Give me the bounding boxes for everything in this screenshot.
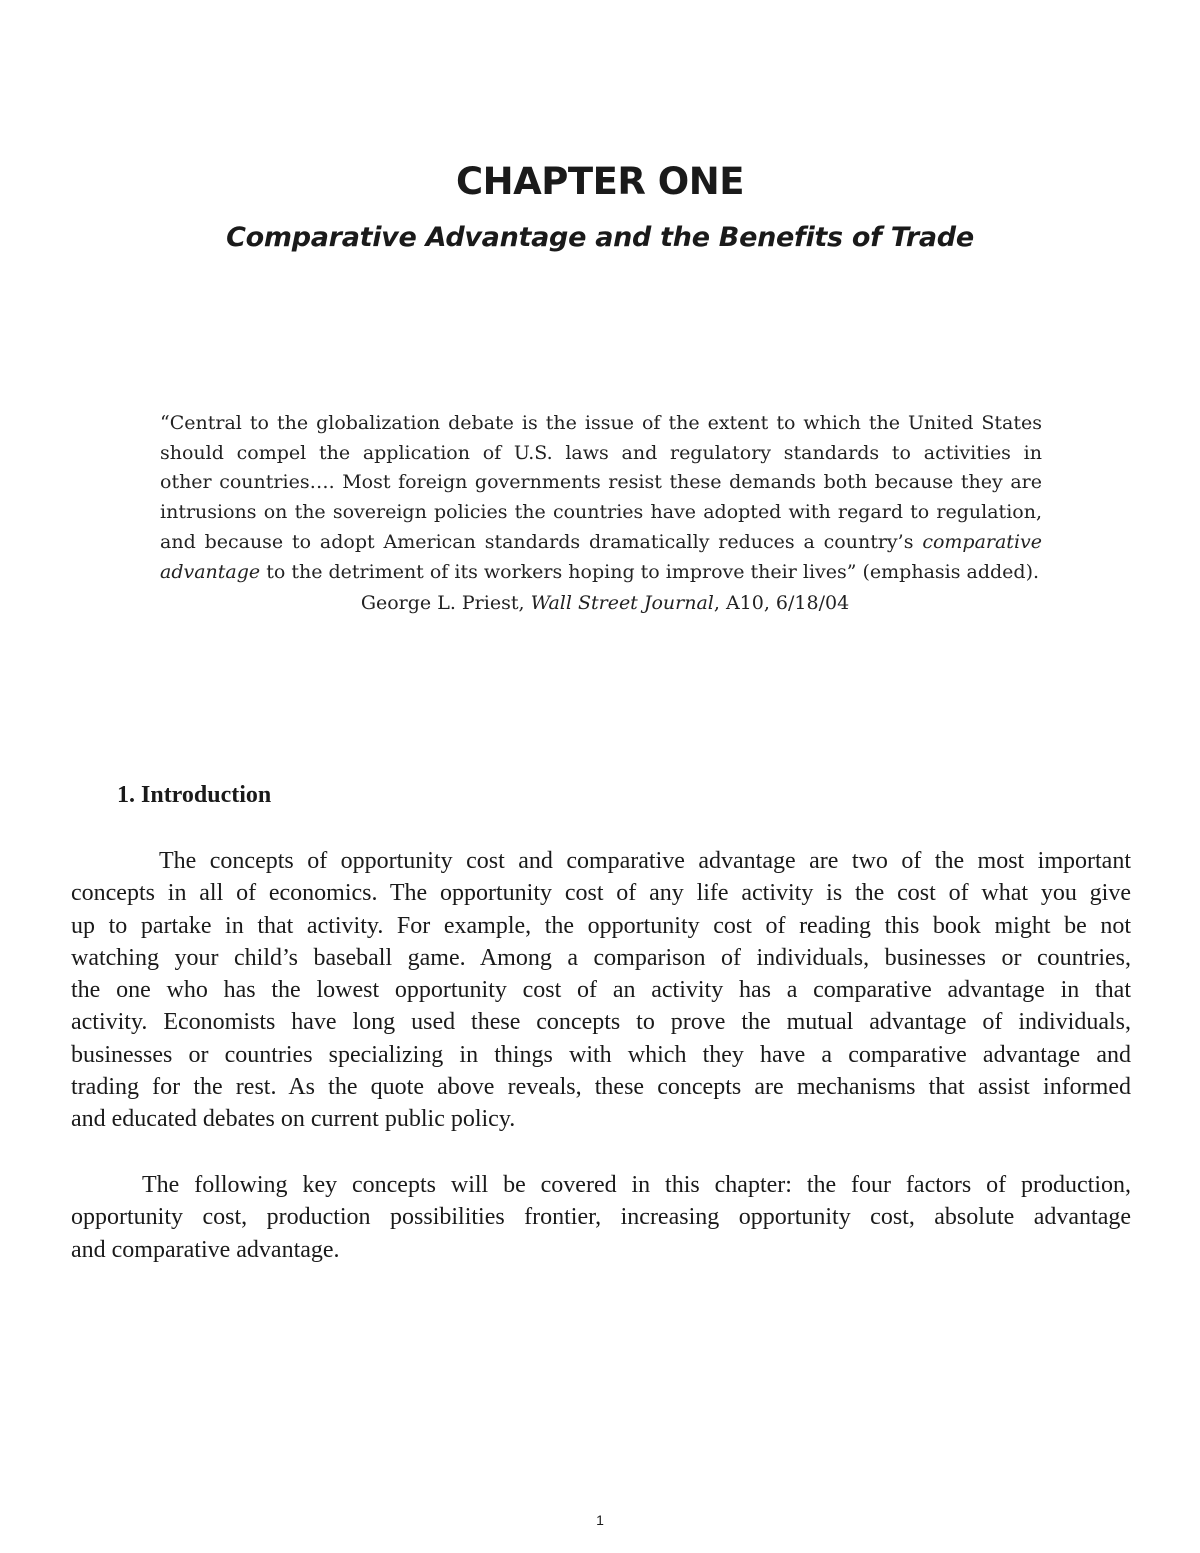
epigraph-line: other countries…. Most foreign governments resist these demands both because they are (160, 471, 1042, 494)
paragraph-line: trading for the rest. As the quote above reveals, these concepts are mechanisms that assist informed (71, 1074, 1131, 1101)
paragraph-line: activity. Economists have long used these concepts to prove the mutual advantage of individuals, (71, 1009, 1131, 1036)
epigraph-quote (160, 409, 1042, 587)
chapter-subtitle: Comparative Advantage and the Benefits of Trade (226, 222, 974, 253)
paragraph-line: opportunity cost, production possibilities frontier, increasing opportunity cost, absolute advantage (71, 1204, 1131, 1231)
epigraph-text: to the detriment of its workers hoping to improve their lives” (emphasis added). (266, 560, 1040, 583)
epigraph-emphasis: comparative (922, 530, 1042, 553)
paragraph-line: and comparative advantage. (71, 1236, 340, 1263)
epigraph-text: and because to adopt American standards dramatically reduces a country’s (160, 530, 914, 553)
epigraph-line (160, 528, 1042, 558)
epigraph-line: “Central to the globalization debate is the issue of the extent to which the United States (160, 412, 1042, 434)
epigraph-line: should compel the application of U.S. laws and regulatory standards to activities in (160, 441, 1042, 464)
paragraph-line: concepts in all of economics. The opportunity cost of any life activity is the cost of what you give (71, 880, 1131, 907)
attribution-details: , A10, 6/18/04 (713, 592, 850, 614)
paragraph-line: and educated debates on current public policy. (71, 1106, 516, 1133)
epigraph-attribution (0, 592, 1200, 614)
paragraph-line: the one who has the lowest opportunity cost of an activity has a comparative advantage in that (71, 977, 1131, 1004)
epigraph-line: intrusions on the sovereign policies the countries have adopted with regard to regulation, (160, 501, 1042, 524)
paragraph-line: up to partake in that activity. For example, the opportunity cost of reading this book might be not (71, 912, 1131, 939)
paragraph-line: The concepts of opportunity cost and comparative advantage are two of the most important (159, 848, 1131, 874)
epigraph-line (160, 558, 1042, 588)
paragraph-line: businesses or countries specializing in things with which they have a comparative advantage and (71, 1041, 1131, 1068)
epigraph-emphasis: advantage (160, 560, 261, 583)
body-paragraph (71, 1169, 1131, 1266)
page-number: 1 (596, 1512, 604, 1528)
section-heading: 1. Introduction (117, 782, 272, 808)
paragraph-line: The following key concepts will be covered in this chapter: the four factors of production, (142, 1172, 1131, 1198)
body-paragraph (71, 845, 1131, 1136)
paragraph-line: watching your child’s baseball game. Among a comparison of individuals, businesses or countries, (71, 944, 1131, 971)
chapter-title: CHAPTER ONE (456, 160, 744, 203)
attribution-author: George L. Priest, (360, 592, 531, 614)
attribution-publication: Wall Street Journal (530, 592, 714, 614)
